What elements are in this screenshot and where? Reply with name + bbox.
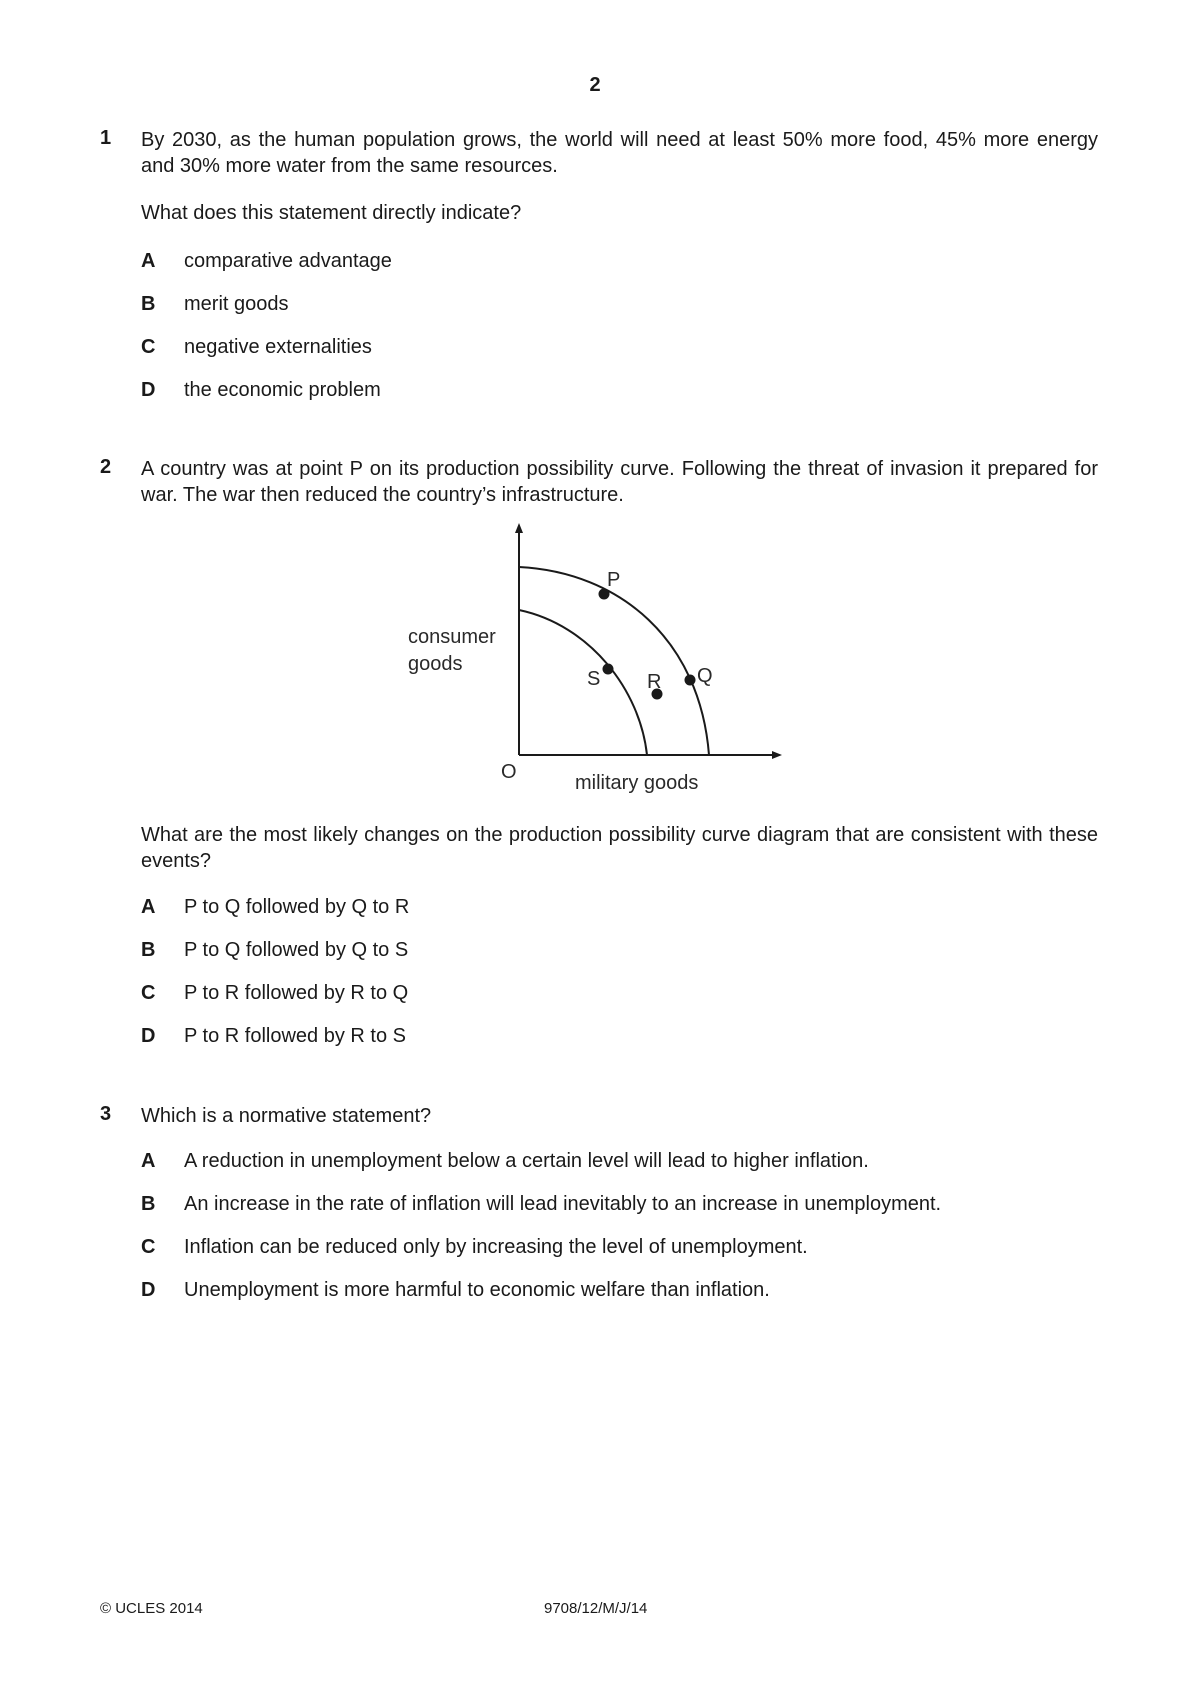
option-text-d: P to R followed by R to S <box>184 1025 406 1047</box>
point-q-label: Q <box>697 665 713 687</box>
option-letter-c: C <box>141 336 156 358</box>
option-text-a: P to Q followed by Q to R <box>184 896 410 918</box>
question-number: 3 <box>100 1103 112 1125</box>
question-prompt: What are the most likely changes on the production possibility curve diagram that are consistent with these events? <box>141 824 1098 872</box>
y-axis-label-line1: consumer <box>408 626 496 648</box>
option-text-d: Unemployment is more harmful to economic welfare than inflation. <box>184 1279 770 1301</box>
option-text-c: negative externalities <box>184 336 372 358</box>
option-text-a: A reduction in unemployment below a certain level will lead to higher inflation. <box>184 1150 869 1172</box>
point-p-label: P <box>607 569 621 591</box>
footer-paper-code: 9708/12/M/J/14 <box>544 1600 648 1617</box>
option-letter-c: C <box>141 1236 156 1258</box>
point-s-marker <box>603 664 614 675</box>
x-axis-label: military goods <box>575 772 699 794</box>
point-s-label: S <box>587 668 601 690</box>
option-letter-a: A <box>141 896 156 918</box>
y-axis-label-line2: goods <box>408 653 463 675</box>
question-stem: Which is a normative statement? <box>141 1105 432 1127</box>
option-letter-d: D <box>141 1025 156 1047</box>
question-number: 2 <box>100 456 112 478</box>
option-letter-b: B <box>141 939 156 961</box>
question-stem: A country was at point P on its production possibility curve. Following the threat of invasion it prepared for war. The war then reduced the country’s infrastructure. <box>141 458 1098 506</box>
origin-label: O <box>501 761 517 783</box>
option-letter-b: B <box>141 293 156 315</box>
ppc-diagram <box>0 0 1190 820</box>
question-prompt: What does this statement directly indicate? <box>141 202 522 224</box>
option-letter-a: A <box>141 250 156 272</box>
option-text-d: the economic problem <box>184 379 381 401</box>
option-text-c: P to R followed by R to Q <box>184 982 409 1004</box>
option-letter-b: B <box>141 1193 156 1215</box>
option-text-b: merit goods <box>184 293 289 315</box>
option-text-a: comparative advantage <box>184 250 392 272</box>
option-text-c: Inflation can be reduced only by increasing the level of unemployment. <box>184 1236 808 1258</box>
option-text-b: An increase in the rate of inflation will lead inevitably to an increase in unemployment. <box>184 1193 942 1215</box>
footer-copyright: © UCLES 2014 <box>100 1600 203 1617</box>
option-letter-d: D <box>141 379 156 401</box>
inner-ppc-curve <box>519 610 647 755</box>
option-letter-d: D <box>141 1279 156 1301</box>
question-stem: By 2030, as the human population grows, the world will need at least 50% more food, 45% more energy and 30% more water from the same resources. <box>141 129 1098 177</box>
page-number: 2 <box>589 74 601 96</box>
option-text-b: P to Q followed by Q to S <box>184 939 409 961</box>
outer-ppc-curve <box>519 567 709 755</box>
question-number: 1 <box>100 127 112 149</box>
option-letter-a: A <box>141 1150 156 1172</box>
option-letter-c: C <box>141 982 156 1004</box>
point-q-marker <box>685 675 696 686</box>
point-r-label: R <box>647 671 662 693</box>
